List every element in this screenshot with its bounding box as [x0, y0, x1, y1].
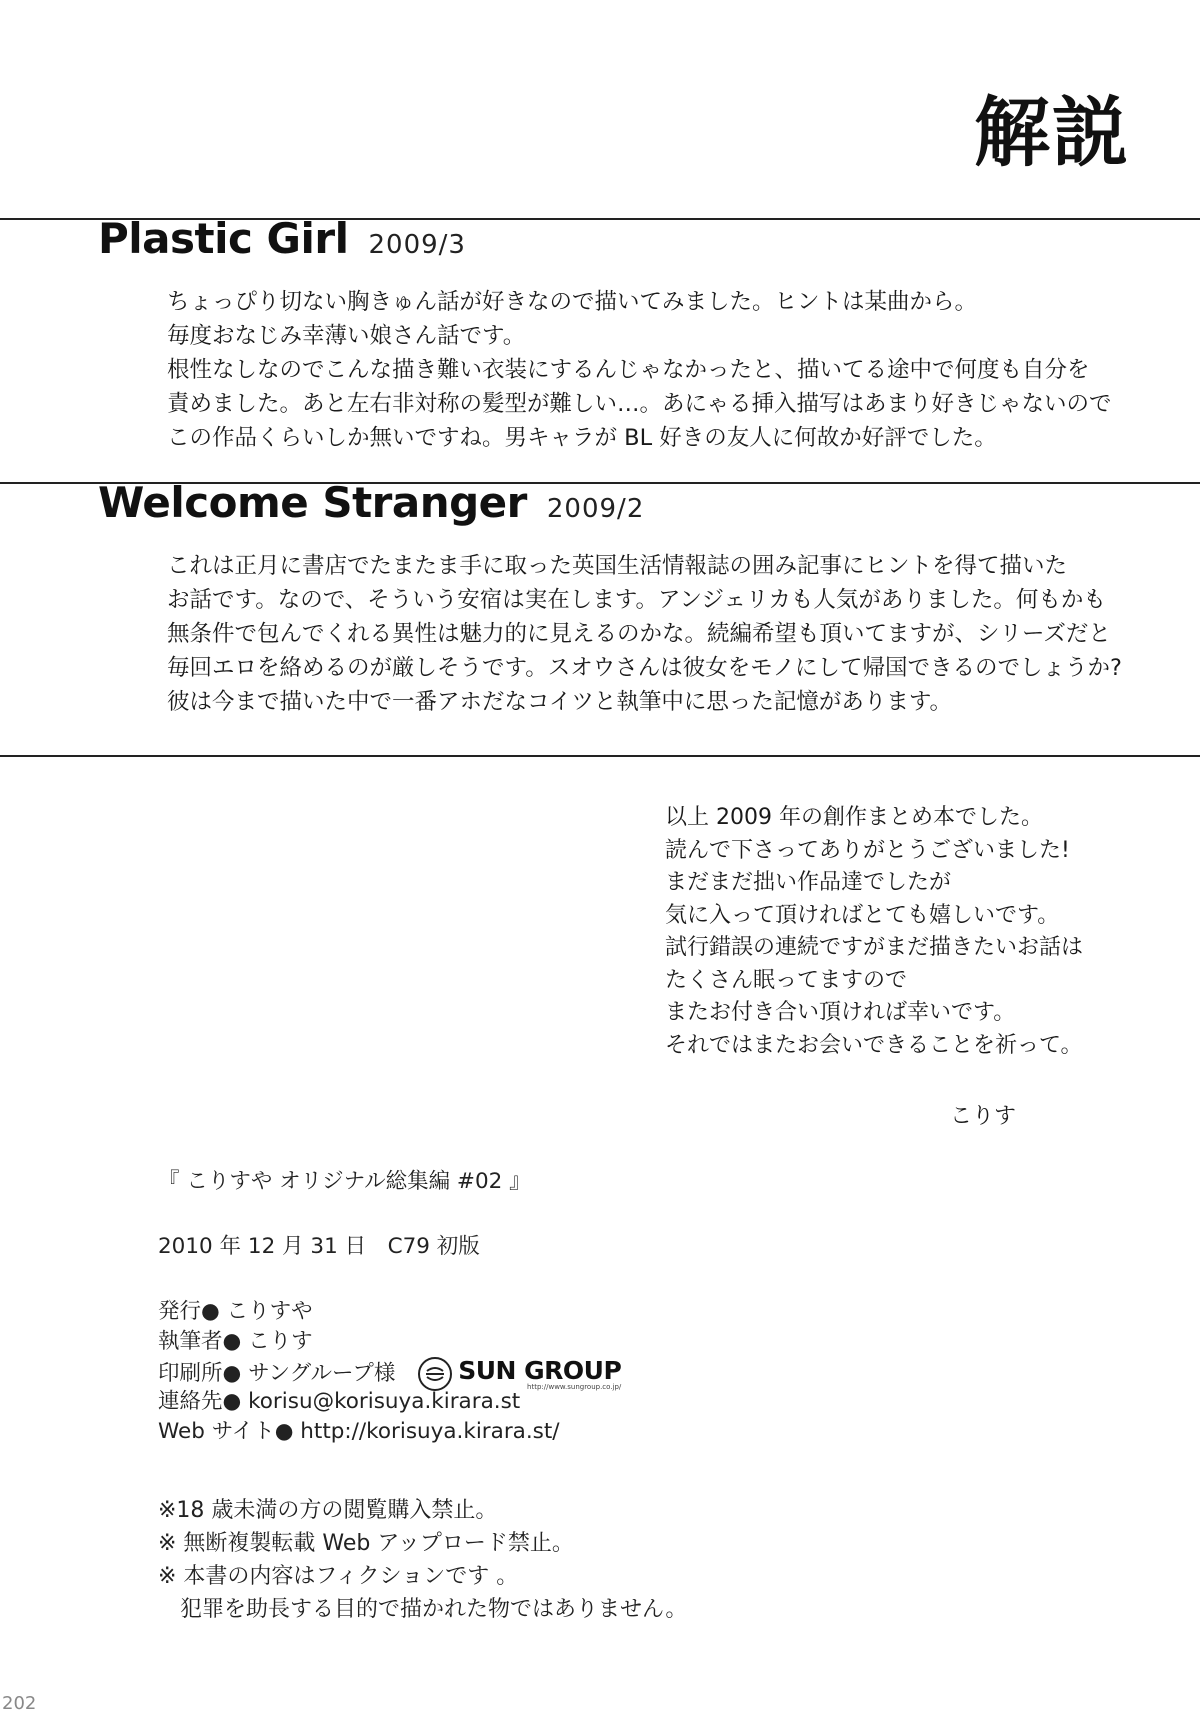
closing-line: 気に入って頂ければとても嬉しいです。 — [665, 902, 1060, 928]
closing-line: 読んで下さってありがとうございました! — [665, 837, 1070, 863]
section-title: Welcome Stranger — [98, 478, 527, 527]
logo-name: SUN GROUP — [458, 1355, 622, 1385]
body-line: 毎回エロを絡めるのが厳しそうです。スオウさんは彼女をモノにして帰国できるのでしょうか? — [167, 655, 1122, 681]
sun-group-logo-icon — [418, 1357, 452, 1391]
contact-line: 連絡先● korisu@korisuya.kirara.st — [158, 1389, 521, 1414]
notes — [158, 1494, 687, 1626]
printer-label: 印刷所● サングループ様 — [158, 1361, 396, 1386]
page-title: 解説 — [974, 88, 1130, 177]
section-body — [167, 549, 1122, 719]
section-title: Plastic Girl — [98, 214, 349, 263]
section-body — [167, 285, 1112, 455]
body-line: ちょっぴり切ない胸きゅん話が好きなので描いてみました。ヒントは某曲から。 — [167, 289, 978, 315]
body-line: お話です。なので、そういう安宿は実在します。アンジェリカも人気がありました。何もかも — [167, 587, 1106, 613]
closing-line: たくさん眠ってますので — [665, 967, 908, 993]
note-line: ※ 本書の内容はフィクションです 。 — [158, 1564, 519, 1589]
section-heading — [98, 214, 466, 263]
section-heading — [98, 478, 644, 527]
body-line: この作品くらいしか無いですね。男キャラが BL 好きの友人に何故か好評でした。 — [167, 425, 997, 451]
body-line: 無条件で包んでくれる異性は魅力的に見えるのかな。続編希望も頂いてますが、シリーズだと — [167, 621, 1111, 647]
body-line: 責めました。あと左右非対称の髪型が難しい…。あにゃる挿入描写はあまり好きじゃないので — [167, 391, 1112, 417]
logo-url: http://www.sungroup.co.jp/ — [527, 1382, 622, 1391]
body-line: 根性なしなのでこんな描き難い衣装にするんじゃなかったと、描いてる途中で何度も自分を — [167, 357, 1090, 383]
note-line: ※18 歳未満の方の閲覧購入禁止。 — [158, 1498, 498, 1523]
closing-message — [665, 802, 1083, 1062]
body-line: 毎度おなじみ幸薄い娘さん話です。 — [167, 323, 526, 349]
closing-line: 試行錯誤の連続ですがまだ描きたいお話は — [665, 935, 1084, 960]
author-line: 執筆者● こりす — [158, 1329, 313, 1354]
printer-line — [158, 1355, 622, 1391]
body-line: 彼は今まで描いた中で一番アホだなコイツと執筆中に思った記憶があります。 — [167, 689, 953, 715]
page-number: 202 — [2, 1693, 37, 1714]
book-title: 『 こりすや オリジナル総集編 #02 』 — [158, 1169, 531, 1194]
note-line: ※ 無断複製転載 Web アップロード禁止。 — [158, 1531, 574, 1556]
closing-line: まだまだ拙い作品達でしたが — [665, 870, 952, 895]
section-date: 2009/3 — [368, 230, 466, 260]
website-line: Web サイト● http://korisuya.kirara.st/ — [158, 1419, 560, 1444]
sun-group-logo — [418, 1357, 621, 1391]
colophon-details — [158, 1297, 621, 1447]
section-divider — [0, 755, 1200, 757]
closing-line: それではまたお会いできることを祈って。 — [665, 1032, 1083, 1058]
signature: こりす — [950, 1104, 1017, 1129]
publisher-line: 発行● こりすや — [158, 1299, 313, 1324]
publication-date: 2010 年 12 月 31 日 C79 初版 — [158, 1234, 480, 1259]
note-line: 犯罪を助長する目的で描かれた物ではありません。 — [158, 1597, 688, 1622]
closing-line: またお付き合い頂ければ幸いです。 — [665, 1000, 1016, 1025]
closing-line: 以上 2009 年の創作まとめ本でした。 — [665, 805, 1043, 830]
body-line: これは正月に書店でたまたま手に取った英国生活情報誌の囲み記事にヒントを得て描いた — [167, 553, 1068, 579]
section-date: 2009/2 — [546, 494, 645, 524]
